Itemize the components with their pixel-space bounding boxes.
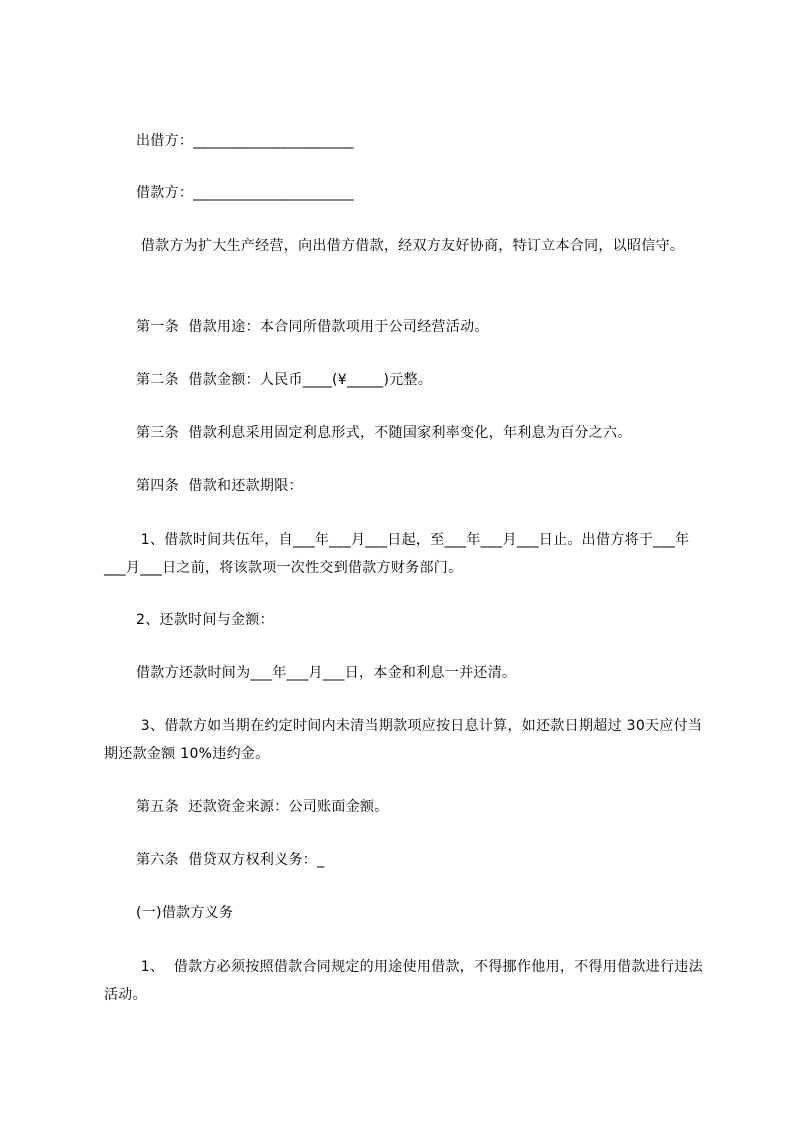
- article-4-heading: 第四条 借款和还款期限：: [136, 478, 303, 494]
- lender-line: 出借方：______________________: [136, 133, 354, 149]
- article-4-item-1: 1、借款时间共伍年，自___年___月___日起，至___年___月___日止。出借方将于___年___月___日之前，将该款项一次性交到借款方财务部门。: [104, 532, 690, 576]
- article-5: 第五条 还款资金来源：公司账面金额。: [136, 799, 389, 815]
- borrower-line: 借款方：______________________: [136, 185, 354, 201]
- article-1: 第一条 借款用途：本合同所借款项用于公司经营活动。: [136, 319, 489, 335]
- repayment-date-line: 借款方还款时间为___年___月___日，本金和利息一并还清。: [136, 665, 517, 681]
- article-4-item-2: 2、还款时间与金额：: [136, 612, 274, 628]
- borrower-obligations-heading: (一)借款方义务: [136, 905, 234, 921]
- article-4-item-3: 3、借款方如当期在约定时间内未清当期款项应按日息计算，如还款日期超过 30天应付当期还款金额 10%违约金。: [104, 718, 703, 762]
- article-6-heading: 第六条 借贷双方权利义务：_: [136, 852, 325, 868]
- borrower-obligation-1: 1、 借款方必须按照借款合同规定的用途使用借款，不得挪作他用，不得用借款进行违法活动。: [104, 959, 703, 1003]
- article-3: 第三条 借款利息采用固定利息形式，不随国家利率变化，年利息为百分之六。: [136, 425, 632, 441]
- article-2: 第二条 借款金额：人民币____(¥_____)元整。: [136, 372, 433, 388]
- preamble-paragraph: 借款方为扩大生产经营，向出借方借款，经双方友好协商，特订立本合同，以昭信守。: [136, 238, 685, 254]
